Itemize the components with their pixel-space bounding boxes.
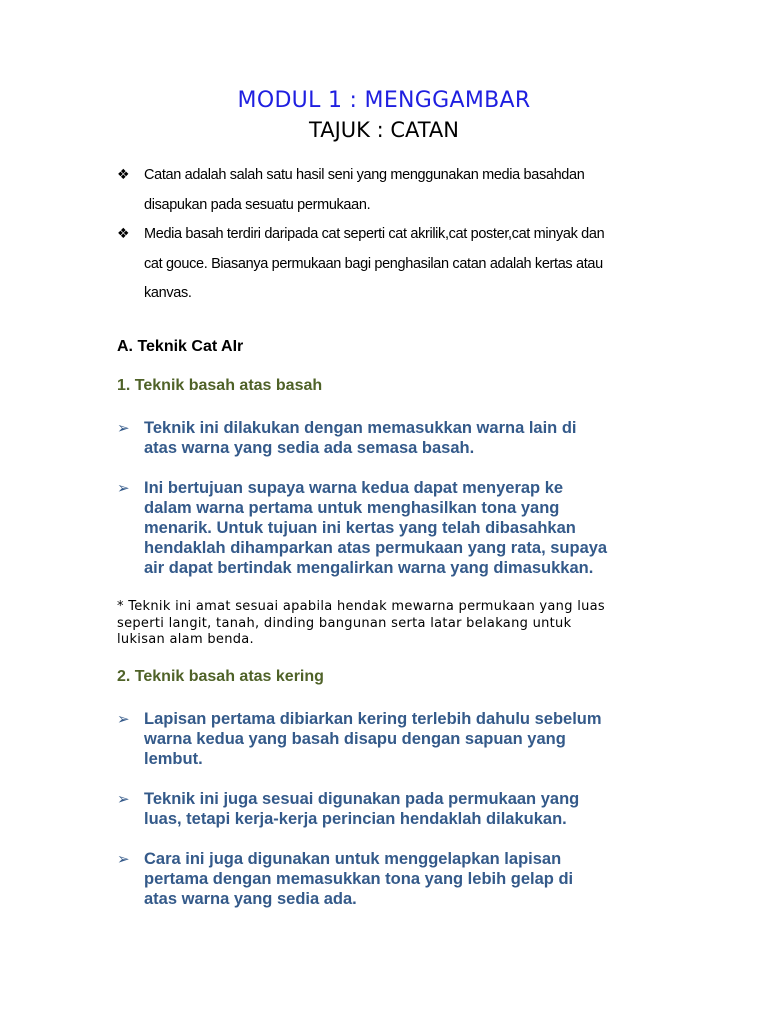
point-line: atas warna yang sedia ada semasa basah. bbox=[144, 439, 475, 457]
intro-line: Catan adalah salah satu hasil seni yang menggunakan media basahdan bbox=[144, 167, 585, 183]
point-line: air dapat bertindak mengalirkan warna yang dimasukkan. bbox=[144, 559, 594, 577]
intro-line: disapukan pada sesuatu permukaan. bbox=[144, 196, 371, 213]
point-line: Ini bertujuan supaya warna kedua dapat menyerap ke bbox=[144, 479, 564, 497]
point-line: Teknik ini dilakukan dengan memasukkan warna lain di bbox=[144, 419, 577, 437]
arrow-bullet-icon: ➢ bbox=[117, 850, 130, 868]
point-line: pertama dengan memasukkan tona yang lebih gelap di bbox=[144, 870, 574, 888]
point-line: lembut. bbox=[144, 750, 203, 768]
note-line: seperti langit, tanah, dinding bangunan serta latar belakang untuk bbox=[117, 615, 572, 631]
subsection-heading: 1. Teknik basah atas basah bbox=[117, 377, 323, 394]
point-item bbox=[117, 849, 694, 909]
note-line: lukisan alam benda. bbox=[117, 632, 254, 647]
point-item bbox=[117, 478, 694, 578]
note-line: * Teknik ini amat sesuai apabila hendak mewarna permukaan yang luas bbox=[117, 599, 605, 614]
point-item bbox=[117, 418, 694, 458]
intro-item bbox=[117, 220, 657, 309]
point-line: menarik. Untuk tujuan ini kertas yang telah dibasahkan bbox=[144, 519, 576, 537]
diamond-bullet-icon: ❖ bbox=[117, 167, 130, 183]
point-line: Cara ini juga digunakan untuk menggelapkan lapisan bbox=[144, 850, 562, 868]
diamond-bullet-icon: ❖ bbox=[117, 226, 130, 242]
intro-line: Media basah terdiri daripada cat seperti cat akrilik,cat poster,cat minyak dan bbox=[144, 226, 605, 242]
point-line: warna kedua yang basah disapu dengan sapuan yang bbox=[144, 730, 566, 748]
intro-line: cat gouce. Biasanya permukaan bagi penghasilan catan adalah kertas atau bbox=[144, 255, 603, 272]
section-heading: A. Teknik Cat AIr bbox=[117, 338, 244, 355]
point-line: dalam warna pertama untuk menghasilkan tona yang bbox=[144, 499, 560, 517]
subsection-heading: 2. Teknik basah atas kering bbox=[117, 668, 324, 685]
intro-list bbox=[117, 161, 657, 309]
arrow-bullet-icon: ➢ bbox=[117, 710, 130, 728]
point-line: hendaklah dihamparkan atas permukaan yang rata, supaya bbox=[144, 539, 608, 557]
intro-line: kanvas. bbox=[144, 285, 192, 301]
point-line: Teknik ini juga sesuai digunakan pada permukaan yang bbox=[144, 790, 580, 808]
module-title: MODUL 1 : MENGGAMBAR bbox=[237, 88, 531, 113]
point-line: luas, tetapi kerja-kerja perincian hendaklah dilakukan. bbox=[144, 810, 567, 828]
intro-item bbox=[117, 161, 657, 220]
arrow-bullet-icon: ➢ bbox=[117, 479, 130, 497]
topic-title: TAJUK : CATAN bbox=[309, 118, 459, 142]
point-item bbox=[117, 789, 694, 829]
point-item bbox=[117, 709, 694, 769]
point-line: atas warna yang sedia ada. bbox=[144, 890, 357, 908]
note bbox=[117, 599, 657, 649]
arrow-bullet-icon: ➢ bbox=[117, 790, 130, 808]
point-line: Lapisan pertama dibiarkan kering terlebih dahulu sebelum bbox=[144, 710, 602, 728]
arrow-bullet-icon: ➢ bbox=[117, 419, 130, 437]
